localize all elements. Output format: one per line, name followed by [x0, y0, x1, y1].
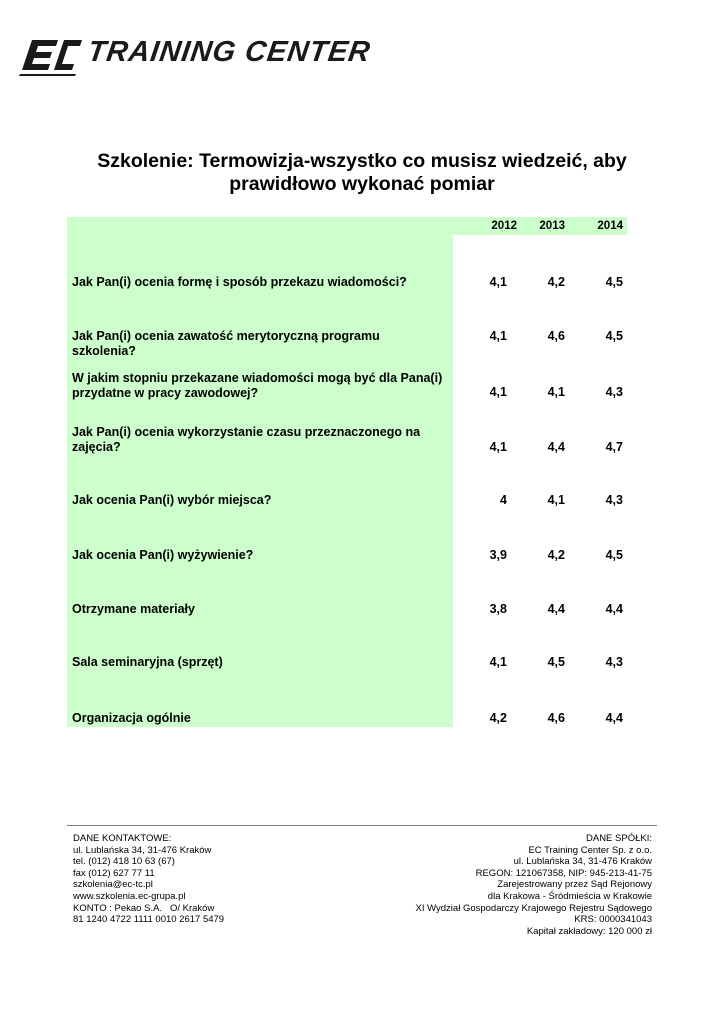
value-2012: 4,1 — [489, 329, 507, 343]
footer-contact-info — [73, 833, 224, 926]
footer-right-line: dla Krakowa - Śródmieścia w Krakowie — [487, 890, 652, 902]
value-2013: 4,5 — [547, 655, 565, 669]
footer-right-line: DANE SPÓŁKI: — [586, 833, 652, 844]
footer-company-info — [416, 833, 652, 937]
question-line: Jak ocenia Pan(i) wyżywienie? — [72, 548, 254, 562]
footer-left-line: KONTO : Pekao S.A. O/ Kraków — [73, 902, 215, 914]
question-line: Jak Pan(i) ocenia zawatość merytoryczną programu szkolenia? — [72, 329, 380, 358]
title-line-1: Szkolenie: Termowizja-wszystko co musisz wiedzeić, aby — [97, 150, 627, 172]
value-2012: 4,1 — [489, 440, 507, 454]
footer-left-line: fax (012) 627 77 11 — [73, 867, 155, 879]
value-2013: 4,6 — [547, 711, 565, 725]
question-text — [72, 655, 447, 670]
page-title — [60, 150, 664, 196]
question-column-background — [67, 217, 453, 727]
year-header-2013: 2013 — [539, 220, 565, 232]
question-text — [72, 275, 447, 290]
value-2014: 4,3 — [605, 385, 623, 399]
question-line: Jak Pan(i) ocenia formę i sposób przekazu wiadomości? — [72, 275, 407, 289]
value-2012: 4,1 — [489, 275, 507, 289]
footer-website: www.szkolenia.ec-grupa.pl — [73, 890, 186, 902]
ratings-table — [67, 217, 627, 727]
question-line: Jak ocenia Pan(i) wybór miejsca? — [72, 493, 272, 507]
footer-right-line: EC Training Center Sp. z o.o. — [528, 844, 652, 856]
logo-text: TRAINING CENTER — [85, 36, 373, 68]
question-line: W jakim stopniu przekazane wiadomości mogą być dla Pana(i) — [72, 371, 443, 385]
question-text — [72, 371, 447, 401]
value-2014: 4,7 — [605, 440, 623, 454]
question-text — [72, 329, 447, 359]
year-header-2014: 2014 — [597, 220, 623, 232]
footer-left-line: DANE KONTAKTOWE: — [73, 833, 172, 844]
value-2012: 3,9 — [489, 548, 507, 562]
footer-right-line: Zarejestrowany przez Sąd Rejonowy — [497, 879, 652, 891]
footer-divider — [67, 825, 657, 826]
value-2014: 4,5 — [605, 329, 623, 343]
value-2012: 4,2 — [489, 711, 507, 725]
question-line: Organizacja ogólnie — [72, 711, 191, 725]
value-2012: 4,1 — [489, 655, 507, 669]
value-2012: 3,8 — [489, 602, 507, 616]
footer-right-line: ul. Lublańska 34, 31-476 Kraków — [513, 856, 652, 868]
question-text — [72, 548, 447, 563]
question-text — [72, 425, 447, 455]
value-2013: 4,6 — [547, 329, 565, 343]
footer-right-line: XI Wydział Gospodarczy Krajowego Rejestru Sądowego — [415, 902, 652, 914]
question-line: Jak Pan(i) ocenia wykorzystanie czasu przeznaczonego na — [72, 425, 421, 439]
question-text — [72, 493, 447, 508]
value-2014: 4,3 — [605, 655, 623, 669]
value-2014: 4,5 — [605, 275, 623, 289]
question-text — [72, 602, 447, 617]
value-2014: 4,3 — [605, 493, 623, 507]
value-2014: 4,5 — [605, 548, 623, 562]
footer-right-line: KRS: 0000341043 — [574, 914, 652, 926]
year-header-2012: 2012 — [491, 220, 517, 232]
value-2013: 4,2 — [547, 548, 565, 562]
question-text — [72, 711, 447, 726]
question-line: zajęcia? — [72, 440, 121, 454]
question-line: przydatne w pracy zawodowej? — [72, 386, 259, 400]
question-line: Otrzymane materiały — [72, 602, 195, 616]
value-2012: 4 — [500, 493, 507, 507]
title-line-2: prawidłowo wykonać pomiar — [229, 173, 495, 195]
footer-left-line: 81 1240 4722 1111 0010 2617 5479 — [73, 914, 225, 926]
footer-left-line: tel. (012) 418 10 63 (67) — [73, 856, 175, 868]
value-2013: 4,1 — [547, 385, 565, 399]
value-2012: 4,1 — [489, 385, 507, 399]
footer-right-line: Kapitał zakładowy: 120 000 zł — [526, 925, 652, 937]
value-2013: 4,4 — [547, 602, 565, 616]
value-2013: 4,2 — [547, 275, 565, 289]
footer-right-line: REGON: 121067358, NIP: 945-213-41-75 — [475, 867, 652, 879]
value-2014: 4,4 — [605, 602, 623, 616]
ec-logo-mark — [18, 34, 88, 80]
value-2013: 4,1 — [547, 493, 565, 507]
value-2014: 4,4 — [605, 711, 623, 725]
footer-email: szkolenia@ec-tc.pl — [73, 879, 153, 891]
footer-left-line: ul. Lublańska 34, 31-476 Kraków — [73, 844, 212, 856]
value-2013: 4,4 — [547, 440, 565, 454]
company-logo — [18, 34, 373, 80]
question-line: Sala seminaryjna (sprzęt) — [72, 655, 223, 669]
